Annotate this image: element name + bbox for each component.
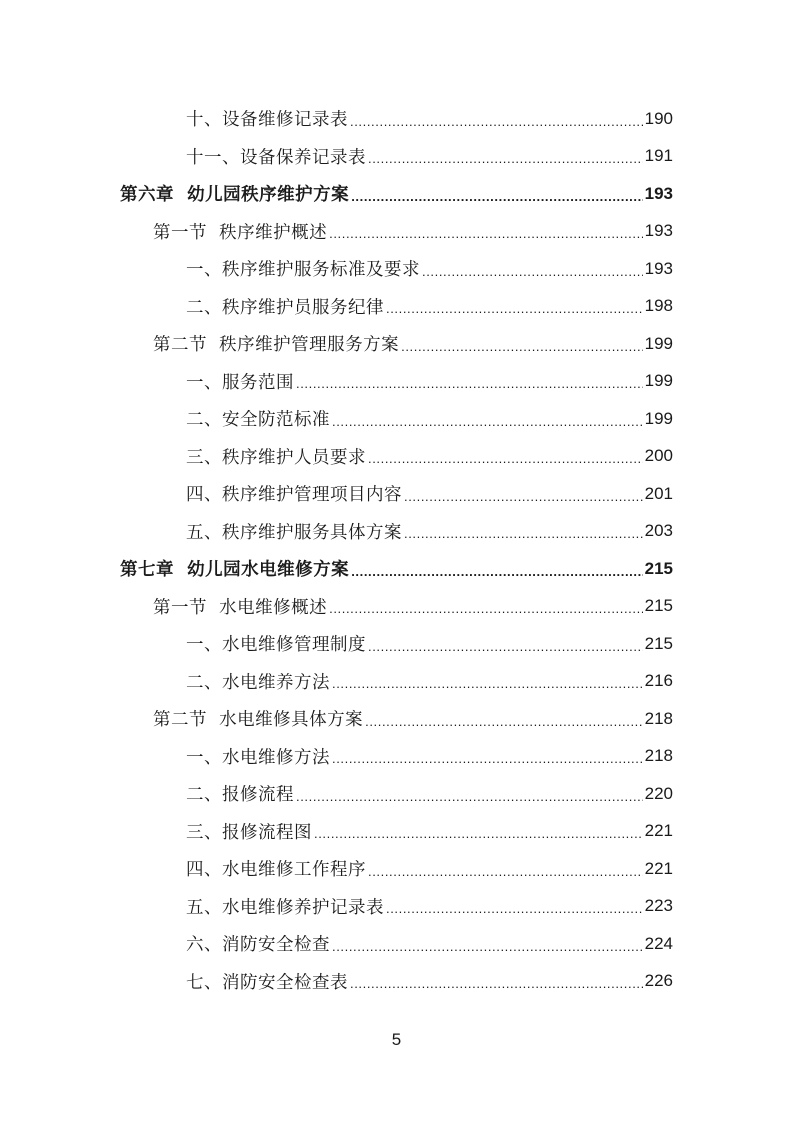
toc-entry-page: 221 — [644, 821, 673, 841]
toc-entry[interactable] — [0, 288, 793, 326]
toc-leader-dots — [386, 901, 643, 925]
toc-entry-title: 第六章 幼儿园秩序维护方案 — [120, 185, 350, 206]
toc-entry-title: 第一节 水电维修概述 — [153, 597, 328, 618]
toc-leader-dots — [350, 114, 643, 138]
toc-entry[interactable] — [0, 925, 793, 963]
toc-entry-page: 224 — [644, 933, 673, 953]
toc-entry-title: 二、水电维养方法 — [186, 672, 330, 693]
toc-entry-title: 第二节 水电维修具体方案 — [153, 710, 364, 731]
toc-entry[interactable] — [0, 438, 793, 476]
toc-leader-dots — [296, 376, 643, 400]
toc-entry-page: 220 — [644, 783, 673, 803]
toc-entry-title: 四、水电维修工作程序 — [186, 860, 366, 881]
toc-entry-section[interactable] — [0, 700, 793, 738]
toc-entry-title: 一、水电维修方法 — [186, 747, 330, 768]
toc-entry-title: 三、秩序维护人员要求 — [186, 447, 366, 468]
toc-entry-page: 203 — [644, 521, 673, 541]
toc-entry-chapter[interactable] — [0, 175, 793, 213]
toc-entry[interactable] — [0, 138, 793, 176]
toc-entry-section[interactable] — [0, 325, 793, 363]
toc-leader-dots — [332, 751, 643, 775]
toc-leader-dots — [332, 676, 643, 700]
toc-leader-dots — [368, 864, 643, 888]
toc-leader-dots — [404, 526, 643, 550]
toc-entry-title: 第二节 秩序维护管理服务方案 — [153, 335, 400, 356]
toc-leader-dots — [314, 826, 643, 850]
toc-entry[interactable] — [0, 850, 793, 888]
toc-leader-dots — [351, 189, 642, 213]
toc-leader-dots — [351, 564, 642, 588]
toc-entry-title: 六、消防安全检查 — [186, 935, 330, 956]
toc-leader-dots — [332, 939, 643, 963]
toc-entry-page: 193 — [644, 258, 673, 278]
toc-entry-title: 一、水电维修管理制度 — [186, 635, 366, 656]
table-of-contents — [0, 100, 793, 1000]
toc-leader-dots — [404, 489, 643, 513]
toc-entry-title: 二、安全防范标准 — [186, 410, 330, 431]
toc-entry-title: 三、报修流程图 — [186, 822, 312, 843]
toc-entry[interactable] — [0, 400, 793, 438]
toc-entry[interactable] — [0, 963, 793, 1001]
toc-entry-chapter[interactable] — [0, 550, 793, 588]
toc-entry-page: 193 — [644, 183, 673, 203]
toc-entry-page: 215 — [644, 633, 673, 653]
toc-entry-page: 223 — [644, 896, 673, 916]
toc-entry-page: 199 — [644, 371, 673, 391]
toc-entry[interactable] — [0, 363, 793, 401]
toc-entry-section[interactable] — [0, 213, 793, 251]
toc-entry-page: 199 — [644, 408, 673, 428]
toc-entry-title: 第七章 幼儿园水电维修方案 — [120, 560, 350, 581]
toc-leader-dots — [401, 339, 643, 363]
toc-entry-page: 198 — [644, 296, 673, 316]
toc-entry[interactable] — [0, 100, 793, 138]
toc-entry-page: 218 — [644, 746, 673, 766]
toc-leader-dots — [296, 789, 643, 813]
toc-entry[interactable] — [0, 663, 793, 701]
toc-entry[interactable] — [0, 738, 793, 776]
toc-entry-page: 215 — [644, 558, 673, 578]
toc-leader-dots — [329, 226, 643, 250]
toc-entry[interactable] — [0, 625, 793, 663]
toc-entry-title: 一、秩序维护服务标准及要求 — [186, 260, 420, 281]
toc-entry-title: 二、秩序维护员服务纪律 — [186, 297, 384, 318]
toc-entry-page: 215 — [644, 596, 673, 616]
toc-leader-dots — [368, 451, 643, 475]
toc-entry-page: 221 — [644, 858, 673, 878]
toc-entry-page: 191 — [644, 146, 673, 166]
toc-entry-title: 第一节 秩序维护概述 — [153, 222, 328, 243]
page-number: 5 — [391, 1030, 402, 1049]
toc-entry[interactable] — [0, 250, 793, 288]
toc-entry-page: 216 — [644, 671, 673, 691]
toc-leader-dots — [368, 639, 643, 663]
toc-leader-dots — [386, 301, 643, 325]
toc-entry-title: 十、设备维修记录表 — [186, 110, 348, 131]
toc-entry[interactable] — [0, 513, 793, 551]
toc-leader-dots — [329, 601, 643, 625]
toc-leader-dots — [368, 151, 643, 175]
toc-entry-title: 五、水电维修养护记录表 — [186, 897, 384, 918]
toc-entry-title: 五、秩序维护服务具体方案 — [186, 522, 402, 543]
toc-entry-title: 四、秩序维护管理项目内容 — [186, 485, 402, 506]
toc-entry[interactable] — [0, 813, 793, 851]
toc-entry[interactable] — [0, 888, 793, 926]
toc-leader-dots — [422, 264, 643, 288]
toc-entry-page: 190 — [644, 108, 673, 128]
toc-entry-page: 218 — [644, 708, 673, 728]
toc-leader-dots — [365, 714, 643, 738]
toc-entry-title: 二、报修流程 — [186, 785, 294, 806]
toc-entry-page: 193 — [644, 221, 673, 241]
toc-entry-page: 199 — [644, 333, 673, 353]
toc-entry-title: 一、服务范围 — [186, 372, 294, 393]
toc-entry[interactable] — [0, 775, 793, 813]
toc-entry-section[interactable] — [0, 588, 793, 626]
toc-entry-page: 201 — [644, 483, 673, 503]
toc-entry-title: 七、消防安全检查表 — [186, 972, 348, 993]
toc-entry-title: 十一、设备保养记录表 — [186, 147, 366, 168]
toc-leader-dots — [332, 414, 643, 438]
toc-entry-page: 226 — [644, 971, 673, 991]
toc-entry[interactable] — [0, 475, 793, 513]
toc-leader-dots — [350, 976, 643, 1000]
toc-entry-page: 200 — [644, 446, 673, 466]
